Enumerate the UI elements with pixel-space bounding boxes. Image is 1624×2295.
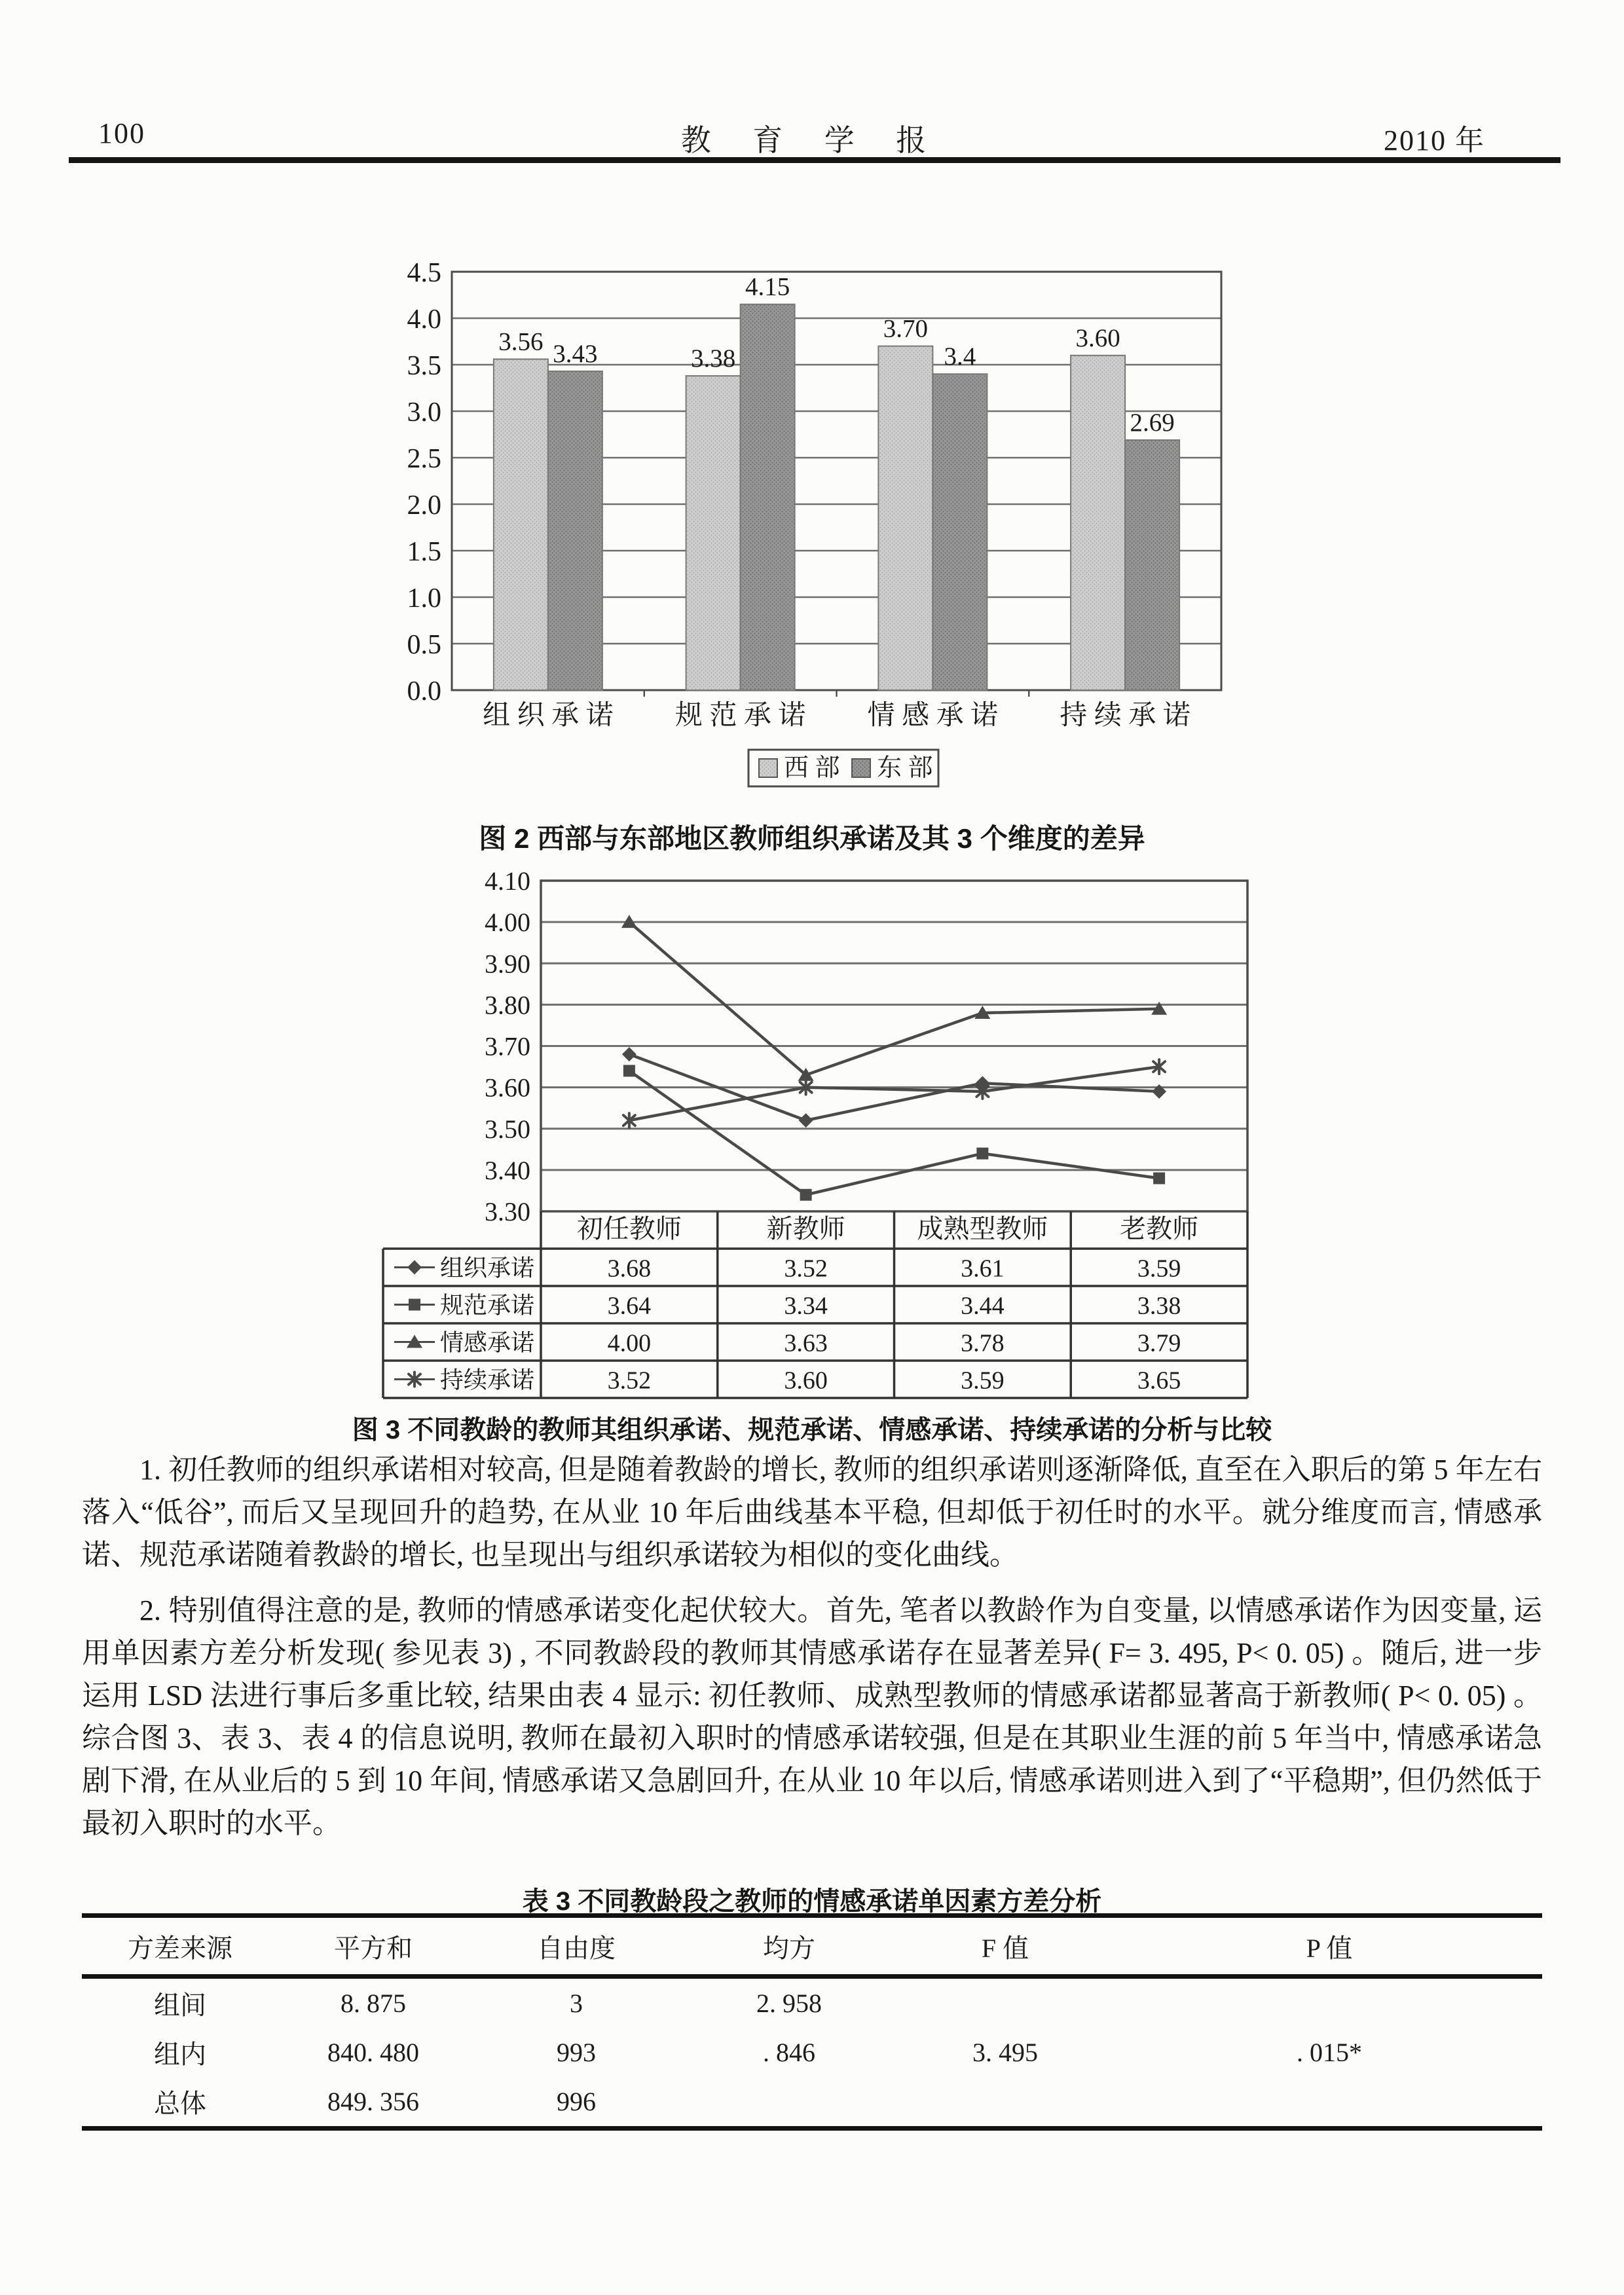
- diamond-marker-icon: [622, 1047, 637, 1061]
- figure3-line-chart: [367, 868, 1283, 1401]
- journal-title: 教 育 学 报: [680, 124, 944, 157]
- figure3-caption: 图 3 不同教龄的教师其组织承诺、规范承诺、情感承诺、持续承诺的分析与比较: [352, 1416, 1272, 1444]
- figure3-table-cell: 3.60: [784, 1367, 828, 1395]
- table3-cell: 组间: [154, 1991, 206, 2020]
- figure3-table-cell: 3.38: [1137, 1292, 1181, 1320]
- x-axis-category-label: 情 感 承 诺: [867, 701, 999, 731]
- legend-swatch-icon: [759, 759, 777, 777]
- bar-west-0: [494, 359, 548, 690]
- x-axis-category-label: 持 续 承 诺: [1060, 701, 1190, 731]
- legend-label: 西 部: [784, 754, 840, 782]
- figure3-series-label: 情感承诺: [440, 1329, 535, 1356]
- table3-cell: 3: [570, 1989, 583, 2018]
- figure3-table-cell: 3.34: [784, 1292, 828, 1320]
- table3-header-cell: 均方: [763, 1933, 815, 1963]
- diamond-marker-icon: [799, 1113, 813, 1128]
- square-marker-icon: [1153, 1173, 1165, 1184]
- bar-value-label-east: 3.4: [944, 342, 976, 371]
- y-axis-tick-label: 3.80: [485, 990, 530, 1020]
- table3-cell: 3. 495: [972, 2038, 1038, 2067]
- figure2-bar-chart: [406, 246, 1231, 822]
- table3-cell: 组内: [154, 2040, 206, 2069]
- table3-cell: . 015*: [1297, 2038, 1362, 2067]
- bar-value-label-west: 3.56: [498, 327, 544, 356]
- bar-value-label-east: 3.43: [553, 339, 598, 368]
- y-axis-tick-label: 4.10: [485, 868, 530, 896]
- header-rule: [69, 157, 1560, 163]
- table3-anova: [82, 1913, 1542, 2131]
- table3-row: [82, 2028, 1542, 2077]
- table3-cell: 总体: [154, 2089, 206, 2118]
- table3-cell: 8. 875: [341, 1989, 406, 2018]
- figure3-table-cell: 3.59: [1137, 1255, 1181, 1283]
- page-number: 100: [98, 117, 145, 149]
- figure3-table-cell: 3.79: [1137, 1329, 1181, 1357]
- figure3-series-label: 规范承诺: [440, 1292, 535, 1319]
- y-axis-tick-label: 4.00: [485, 908, 530, 938]
- bar-east-0: [548, 371, 602, 690]
- table3-cell: . 846: [763, 2038, 815, 2067]
- x-axis-category-label: 组 织 承 诺: [483, 701, 614, 731]
- figure3-table-cell: 3.68: [607, 1255, 652, 1283]
- figure3-table-cell: 4.00: [607, 1329, 652, 1357]
- table3-header-cell: 自由度: [537, 1933, 616, 1963]
- figure3-table-cell: 3.63: [784, 1329, 828, 1357]
- square-marker-icon: [623, 1065, 635, 1076]
- legend-swatch-icon: [852, 759, 870, 777]
- figure3-table-header: 初任教师: [576, 1214, 682, 1243]
- table3-header-cell: 方差来源: [128, 1933, 232, 1963]
- body-text: [82, 1448, 1542, 1845]
- paragraph-1: 1. 初任教师的组织承诺相对较高, 但是随着教龄的增长, 教师的组织承诺则逐渐降低, 直至在入职后的第 5 年左右落入“低谷”, 而后又呈现回升的趋势, 在从业 10 年后曲线基本平稳, 但却低于初任时的水平。就分维度而言, 情感承诺、规范承诺随着教龄的增长, 也呈现出与组织承诺较为相似的变化曲线。: [82, 1454, 1542, 1571]
- y-axis-tick-label: 3.60: [485, 1073, 530, 1103]
- bar-value-label-east: 4.15: [745, 272, 790, 301]
- bar-east-3: [1125, 440, 1179, 690]
- table3-header-cell: F 值: [981, 1933, 1029, 1963]
- diamond-marker-icon: [407, 1260, 422, 1275]
- figure3-table-cell: 3.78: [961, 1329, 1005, 1357]
- bar-value-label-west: 3.38: [691, 344, 736, 373]
- y-axis-tick-label: 4.5: [407, 258, 441, 288]
- paragraph-2: 2. 特别值得注意的是, 教师的情感承诺变化起伏较大。首先, 笔者以教龄作为自变量, 以情感承诺作为因变量, 运用单因素方差分析发现( 参见表 3) , 不同教龄段的教师其情感承诺存在显著差异( F= 3. 495, P< 0. 05) 。随后, 进一步运用 LSD 法进行事后多重比较, 结果由表 4 显示: 初任教师、成熟型教师的情感承诺都显著高于新教师( P< 0. 05) 。综合图 3、表 3、表 4 的信息说明, 教师在最初入职时的情感承诺较强, 但是在其职业生涯的前 5 年当中, 情感承诺急剧下滑, 在从业后的 5 到 10 年间, 情感承诺又急剧回升, 在从业 10 年以后, 情感承诺则进入到了“平稳期”, 但仍然低于最初入职时的水平。: [82, 1594, 1542, 1839]
- figure3-table-cell: 3.52: [784, 1255, 828, 1283]
- bar-west-1: [686, 376, 741, 690]
- bar-east-2: [932, 374, 987, 690]
- table3-cell: 840. 480: [327, 2038, 419, 2067]
- table3-row: [82, 1979, 1542, 2028]
- table3-cell: 996: [557, 2087, 596, 2116]
- figure3-table-cell: 3.64: [607, 1292, 652, 1320]
- bar-value-label-east: 2.69: [1130, 409, 1175, 437]
- y-axis-tick-label: 0.0: [407, 676, 441, 707]
- bar-west-2: [878, 346, 932, 690]
- figure3-table-header: 成熟型教师: [917, 1214, 1048, 1243]
- y-axis-tick-label: 2.0: [407, 490, 441, 521]
- figure3-table-cell: 3.52: [607, 1367, 652, 1395]
- figure3-table-header: 老教师: [1120, 1214, 1199, 1243]
- table3-cell: 993: [557, 2038, 596, 2067]
- y-axis-tick-label: 3.40: [485, 1155, 530, 1185]
- y-axis-tick-label: 1.5: [407, 537, 441, 567]
- bar-value-label-west: 3.60: [1075, 323, 1120, 352]
- table3-header-cell: P 值: [1306, 1933, 1353, 1963]
- x-axis-category-label: 规 范 承 诺: [674, 701, 806, 731]
- figure3-table-header: 新教师: [766, 1214, 845, 1243]
- figure3-series-label: 持续承诺: [440, 1367, 535, 1393]
- table3-row: [82, 2077, 1542, 2126]
- table3-cell: 2. 958: [756, 1989, 822, 2018]
- figure2-caption: 图 2 西部与东部地区教师组织承诺及其 3 个维度的差异: [479, 823, 1145, 854]
- y-axis-tick-label: 4.0: [407, 304, 441, 335]
- table3-cell: 849. 356: [327, 2087, 419, 2116]
- year-label: 2010 年: [1384, 124, 1485, 156]
- table3-caption: 表 3 不同教龄段之教师的情感承诺单因素方差分析: [522, 1887, 1102, 1916]
- series-line-情感承诺: [629, 922, 1159, 1075]
- y-axis-tick-label: 3.70: [485, 1031, 530, 1061]
- square-marker-icon: [409, 1299, 420, 1311]
- figure3-table-cell: 3.61: [961, 1255, 1005, 1283]
- y-axis-tick-label: 3.5: [407, 351, 441, 381]
- figure3-series-label: 组织承诺: [440, 1255, 535, 1281]
- y-axis-tick-label: 3.0: [407, 397, 441, 428]
- figure3-table-cell: 3.44: [961, 1292, 1005, 1320]
- bar-value-label-west: 3.70: [883, 314, 928, 343]
- figure3-table-cell: 3.59: [961, 1367, 1005, 1395]
- table3-header-cell: 平方和: [334, 1933, 413, 1963]
- y-axis-tick-label: 3.90: [485, 949, 530, 979]
- series-line-持续承诺: [629, 1067, 1159, 1120]
- bar-east-1: [741, 304, 795, 690]
- figure3-table-cell: 3.65: [1137, 1367, 1181, 1395]
- square-marker-icon: [800, 1189, 812, 1201]
- y-axis-tick-label: 3.30: [485, 1197, 530, 1226]
- table3-header-row: [82, 1918, 1542, 1979]
- y-axis-tick-label: 0.5: [407, 630, 441, 660]
- y-axis-tick-label: 1.0: [407, 583, 441, 614]
- y-axis-tick-label: 3.50: [485, 1114, 530, 1144]
- legend-label: 东 部: [877, 754, 933, 782]
- bar-west-3: [1071, 356, 1125, 690]
- y-axis-tick-label: 2.5: [407, 444, 441, 474]
- square-marker-icon: [976, 1148, 988, 1160]
